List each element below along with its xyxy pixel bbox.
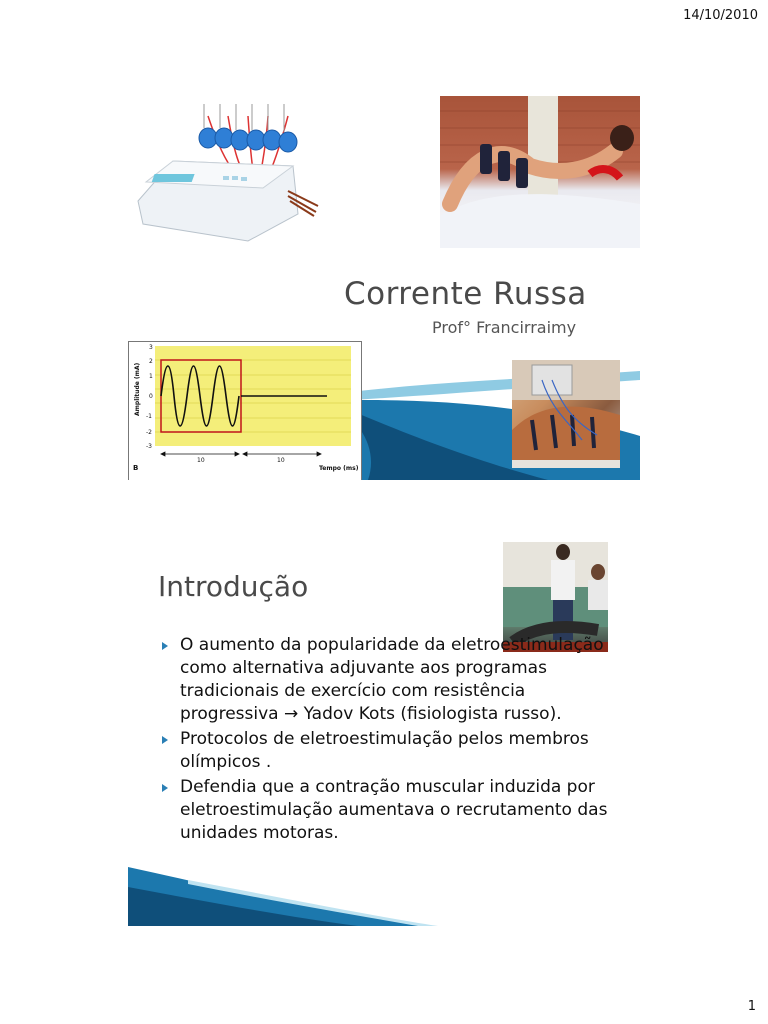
y-tick: 1 [149,373,153,380]
y-tick: -1 [146,413,152,420]
slide-title: Corrente Russa [344,276,587,312]
russian-current-waveform-graph [128,341,362,480]
bullet-text: Defendia que a contração muscular induzida por eletroestimulação aumentava o recrutamento das unidades motoras. [180,777,608,843]
y-axis-label: Amplitude (mA) [134,362,141,416]
blue-swoosh-decoration [128,542,640,926]
y-tick: -2 [146,429,152,436]
print-date: 14/10/2010 [683,8,758,23]
segment-label: 10 [277,457,285,464]
bullet-text: Protocolos de eletroestimulação pelos membros olímpicos . [180,729,589,772]
bodybuilder-illustration [512,360,620,468]
panel-label: B [133,464,139,472]
bodybuilder-with-electrodes-photo [512,360,620,468]
waveform-plot [129,342,361,480]
y-tick: 2 [149,358,153,365]
y-tick: 3 [149,344,153,351]
page-number: 1 [747,999,756,1014]
slide-2 [128,542,640,926]
slide-1 [128,96,640,480]
bullet-text: O aumento da popularidade da eletroestimulação como alternativa adjuvante aos programas tradicionais de exercício com resistência progressiva → Yadov Kots (fisiologista russo). [180,635,604,724]
y-tick: -3 [146,443,152,450]
y-tick: 0 [149,393,153,400]
x-axis-label: Tempo (ms) [319,465,359,472]
slide-title: Introdução [158,570,309,603]
segment-label: 10 [197,457,205,464]
slide-subtitle: Prof° Francirraimy [432,318,577,337]
